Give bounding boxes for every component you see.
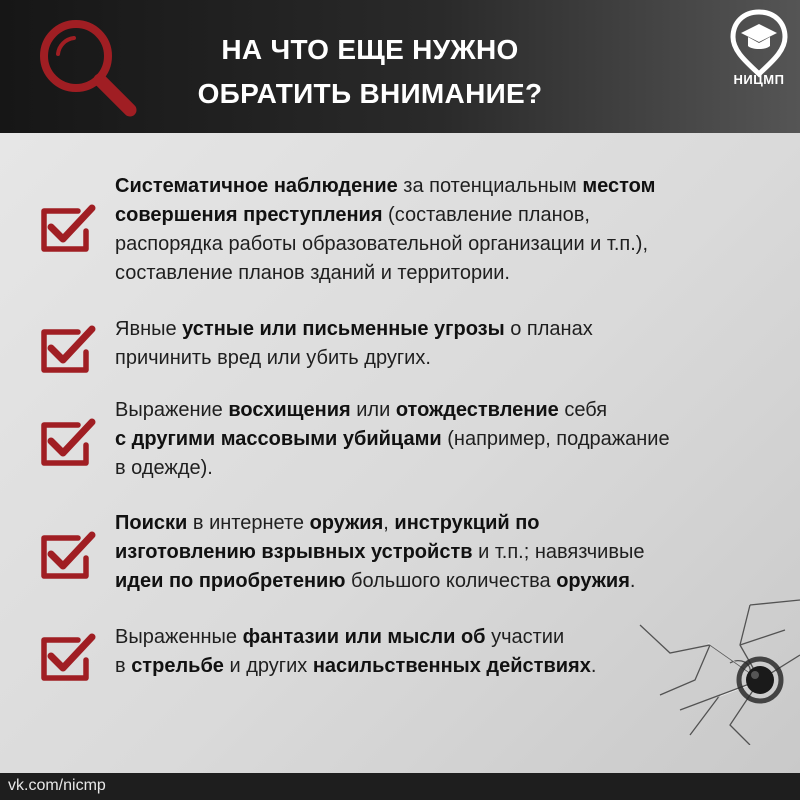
emphasis-text: с другими массовыми убийцами — [115, 428, 442, 450]
emphasis-text: насильственных действиях — [312, 655, 591, 677]
item-text-line — [115, 454, 775, 483]
title-line-1: НА ЧТО ЕЩЕ НУЖНО — [221, 34, 519, 65]
plain-text: (составление планов, — [382, 204, 590, 226]
emphasis-text: устные или письменные угрозы — [182, 318, 505, 340]
plain-text: причинить вред или убить других. — [115, 347, 431, 369]
emphasis-text: Систематичное наблюдение — [115, 175, 398, 197]
item-text-line — [115, 652, 775, 681]
plain-text: в одежде). — [115, 457, 213, 479]
item-text-line — [115, 623, 775, 652]
plain-text: (например, подражание — [441, 428, 670, 450]
list-item — [40, 623, 780, 693]
emphasis-text: совершения преступления — [115, 204, 383, 226]
plain-text: о планах — [504, 318, 593, 340]
list-item — [40, 172, 780, 292]
emphasis-text: отождествление — [395, 399, 559, 421]
plain-text: и т.п.; навязчивые — [472, 541, 645, 563]
emphasis-text: оружия — [309, 512, 384, 534]
emphasis-text: идеи по приобретению — [115, 570, 346, 592]
plain-text: распорядка работы образовательной организации и т.п.), — [115, 233, 648, 255]
logo-text: НИЦМП — [733, 72, 785, 87]
emphasis-text: инструкций по — [394, 512, 540, 534]
emphasis-text: Поиски — [115, 512, 188, 534]
plain-text: или — [350, 399, 396, 421]
plain-text: за потенциальным — [397, 175, 583, 197]
item-text-line — [115, 425, 775, 454]
item-text — [115, 623, 775, 681]
emphasis-text: местом — [582, 175, 656, 197]
checkbox-checked-icon — [40, 529, 96, 581]
plain-text: себя — [558, 399, 608, 421]
title-line-2: ОБРАТИТЬ ВНИМАНИЕ? — [197, 78, 543, 109]
emphasis-text: стрельбе — [131, 655, 224, 677]
plain-text: в — [115, 655, 132, 677]
item-text-line — [115, 538, 775, 567]
plain-text: . — [629, 570, 636, 592]
checkbox-checked-icon — [40, 323, 96, 375]
list-item — [40, 509, 780, 604]
item-text-line — [115, 567, 775, 596]
page-title — [140, 28, 600, 116]
item-text-line — [115, 344, 775, 373]
item-text-line — [115, 396, 775, 425]
emphasis-text: фантазии или мысли об — [242, 626, 486, 648]
magnifier-icon — [34, 14, 144, 119]
header-banner — [0, 0, 800, 133]
emphasis-text: оружия — [556, 570, 630, 592]
plain-text: , — [383, 512, 395, 534]
plain-text: Явные — [115, 318, 183, 340]
item-text-line — [115, 172, 775, 201]
item-text-line — [115, 201, 775, 230]
emphasis-text: изготовлению взрывных устройств — [115, 541, 473, 563]
graduation-cap-pin-icon — [727, 8, 791, 78]
checkbox-checked-icon — [40, 631, 96, 683]
plain-text: в интернете — [187, 512, 310, 534]
plain-text: большого количества — [345, 570, 557, 592]
item-text-line — [115, 315, 775, 344]
list-item — [40, 396, 780, 491]
emphasis-text: восхищения — [228, 399, 351, 421]
plain-text: Выражение — [115, 399, 229, 421]
plain-text: участии — [485, 626, 565, 648]
checkbox-checked-icon — [40, 416, 96, 468]
item-text — [115, 396, 775, 483]
plain-text: составление планов зданий и территории. — [115, 262, 510, 284]
plain-text: . — [590, 655, 597, 677]
item-text — [115, 315, 775, 373]
checkbox-checked-icon — [40, 202, 96, 254]
vk-link[interactable]: vk.com/nicmp — [8, 777, 106, 794]
item-text-line — [115, 230, 775, 259]
item-text — [115, 509, 775, 596]
plain-text: Выраженные — [115, 626, 243, 648]
footer-bar — [0, 773, 800, 800]
plain-text: и других — [223, 655, 313, 677]
item-text-line — [115, 259, 775, 288]
item-text — [115, 172, 775, 288]
item-text-line — [115, 509, 775, 538]
list-item — [40, 315, 780, 385]
